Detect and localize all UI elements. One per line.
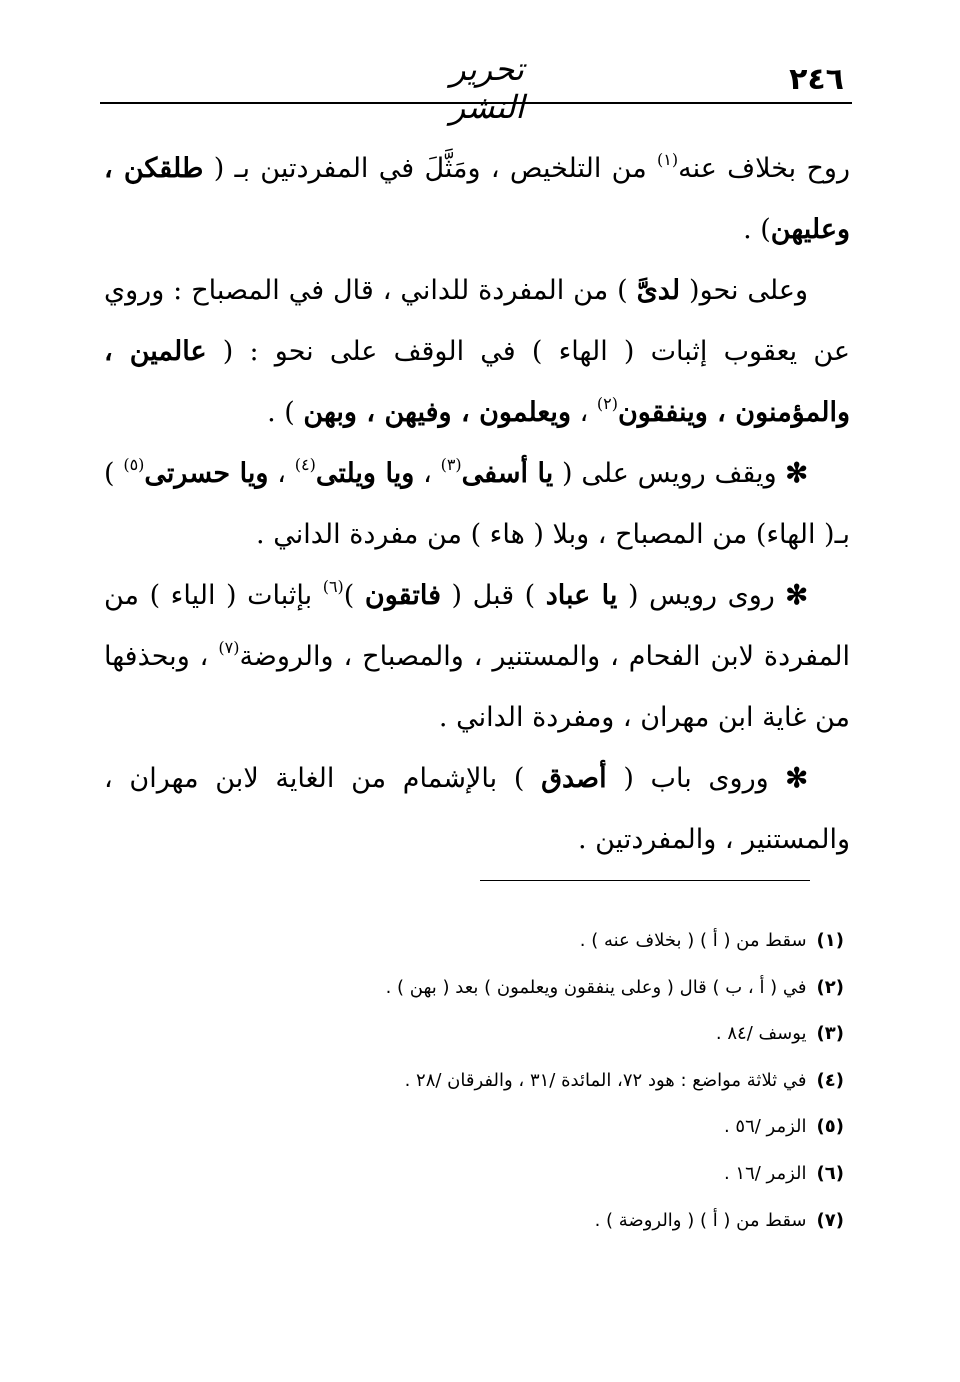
text-run: ، bbox=[414, 458, 441, 489]
quranic-word: عالمين ، والمؤمنون ، وينفقون bbox=[104, 336, 850, 428]
quranic-word: لدىَّ bbox=[636, 275, 681, 306]
paragraph bbox=[104, 260, 850, 443]
footnote-reference: (٥) bbox=[123, 455, 145, 474]
text-run: ) بالإشمام من الغاية لابن مهران ، والمستنير ، والمفردتين . bbox=[104, 763, 850, 855]
text-run: وعلى نحو( bbox=[680, 275, 808, 306]
text-run: ، bbox=[268, 458, 295, 489]
text-run: ، وبحذفها من غاية ابن مهران ، ومفردة الداني . bbox=[104, 641, 850, 733]
footnote-reference: (٢) bbox=[596, 394, 618, 413]
text-run: ) . bbox=[743, 214, 771, 245]
asterisk-ornament-icon: ✻ bbox=[785, 458, 809, 489]
footnote-text: في ( أ ، ب ) قال ( وعلى ينفقون ويعلمون ) بعد ( بهن ) . bbox=[385, 976, 807, 998]
quranic-word: فاتقون bbox=[364, 580, 441, 611]
header-rule bbox=[100, 102, 852, 104]
footnote-item bbox=[104, 1198, 844, 1245]
footnote-text: الزمر /١٦ . bbox=[723, 1162, 807, 1184]
footnote-reference: (٧) bbox=[218, 638, 240, 657]
asterisk-ornament-icon: ✻ bbox=[785, 763, 808, 794]
footnote-reference: (١) bbox=[657, 150, 679, 169]
footnote-text: سقط من ( أ ) ( والروضة ) . bbox=[594, 1209, 807, 1231]
text-run: ) من المفردة للداني ، قال في المصباح : وروي عن يعقوب إثبات ( الهاء ) في الوقف على نحو : ( bbox=[104, 275, 850, 367]
footnotes bbox=[104, 918, 844, 1244]
text-run: روى رويس ( bbox=[617, 580, 786, 611]
footnote-text: الزمر /٥٦ . bbox=[723, 1116, 807, 1138]
quranic-word: يا عباد bbox=[545, 580, 618, 611]
footnote-number: (١) bbox=[816, 930, 844, 951]
text-run: ) . bbox=[267, 397, 304, 428]
footnote-number: (٧) bbox=[816, 1209, 844, 1231]
footnote-number: (٢) bbox=[816, 976, 844, 998]
footnote-number: (٣) bbox=[816, 1023, 844, 1045]
footnote-item bbox=[104, 1011, 844, 1058]
footnote-reference: (٦) bbox=[322, 577, 344, 596]
text-run: ويقف رويس على ( bbox=[553, 458, 786, 489]
footnote-item bbox=[104, 918, 844, 965]
paragraph bbox=[104, 443, 850, 565]
text-run: ، bbox=[570, 397, 597, 428]
footnote-text: سقط من ( أ ) ( بخلاف عنه ) . bbox=[579, 930, 807, 951]
text-run: بإثبات ( الياء ) من المفردة لابن الفحام ، والمستنير ، والمصباح ، والروضة bbox=[104, 580, 850, 672]
footnote-reference: (٣) bbox=[440, 455, 462, 474]
footnote-item bbox=[104, 1104, 844, 1151]
text-run: ) بـ( الهاء) من المصباح ، وبلا ( هاء ) من مفردة الداني . bbox=[104, 458, 850, 550]
footnote-text: في ثلاثة مواضع : هود ٧٢، المائدة /٣١ ، والفرقان /٢٨ . bbox=[404, 1069, 807, 1091]
text-run: وروى باب ( bbox=[606, 763, 786, 794]
paragraph bbox=[104, 748, 850, 870]
text-run: ) bbox=[343, 580, 365, 611]
text-run: من التلخيص ، ومَثَّلَ في المفردتين بـ ( bbox=[203, 153, 657, 184]
footnote-separator bbox=[480, 880, 810, 881]
footnote-item bbox=[104, 1058, 844, 1105]
footnote-number: (٥) bbox=[816, 1116, 844, 1138]
page-number: ٢٤٦ bbox=[789, 62, 844, 97]
footnote-item bbox=[104, 1151, 844, 1198]
text-run: روح بخلاف عنه bbox=[678, 153, 850, 184]
text-run: ) قبل ( bbox=[440, 580, 546, 611]
main-text bbox=[104, 138, 850, 870]
quranic-word: طلقكن ، وعليهن bbox=[104, 153, 850, 245]
footnote-item bbox=[104, 965, 844, 1012]
footnote-text: يوسف /٨٤ . bbox=[715, 1023, 807, 1045]
asterisk-ornament-icon: ✻ bbox=[785, 580, 809, 611]
running-head-calligraphy: تحرير النشر bbox=[449, 50, 525, 126]
quranic-word: ويا ويلتى bbox=[315, 458, 415, 489]
quranic-word: يا أسفى bbox=[461, 458, 554, 489]
footnote-reference: (٤) bbox=[294, 455, 316, 474]
footnote-number: (٤) bbox=[816, 1069, 844, 1091]
footnote-number: (٦) bbox=[816, 1162, 844, 1184]
paragraph bbox=[104, 565, 850, 748]
page-header bbox=[100, 44, 852, 126]
quranic-word: ويعلمون ، وفيهن ، وبهن bbox=[303, 397, 571, 428]
paragraph bbox=[104, 138, 850, 260]
quranic-word: أصدق bbox=[541, 763, 607, 794]
quranic-word: ويا حسرتى bbox=[144, 458, 269, 489]
